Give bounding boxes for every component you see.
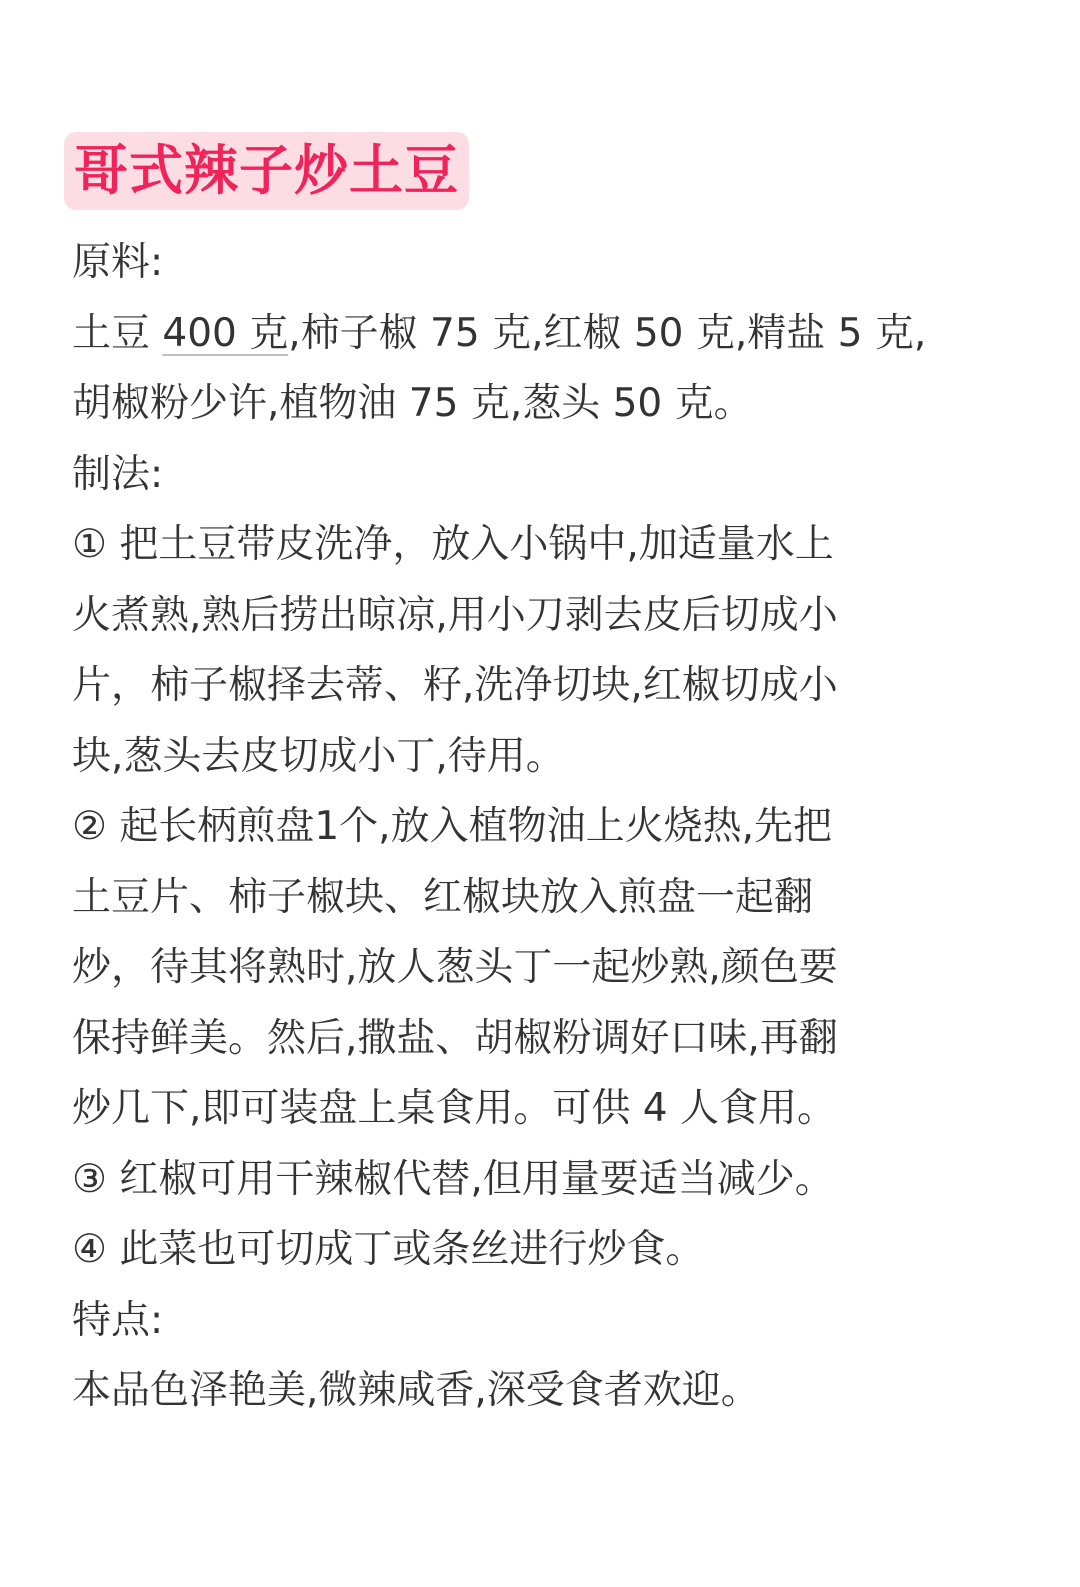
recipe-title: 哥式辣子炒土豆 bbox=[74, 139, 459, 202]
features-heading: 特点: bbox=[72, 1297, 164, 1343]
recipe-body bbox=[72, 228, 1012, 1427]
method-line: ④ 此菜也可切成丁或条丝进行炒食。 bbox=[72, 1227, 705, 1272]
method-line: 块,葱头去皮切成小丁,待用。 bbox=[72, 733, 565, 779]
method-line: ③ 红椒可用干辣椒代替,但用量要适当减少。 bbox=[72, 1156, 834, 1202]
method-line: 片，柿子椒择去蒂、籽,洗净切块,红椒切成小 bbox=[72, 663, 838, 708]
ingredient-potato-amount: 400 克 bbox=[162, 310, 289, 356]
method-line: 火煮熟,熟后捞出晾凉,用小刀剥去皮后切成小 bbox=[72, 592, 838, 638]
method-line: ① 把土豆带皮洗净，放入小锅中,加适量水上 bbox=[72, 522, 834, 567]
ingredient-potato-label: 土豆 bbox=[72, 310, 163, 356]
ingredients-line-1-rest: ,柿子椒 75 克,红椒 50 克,精盐 5 克, bbox=[288, 310, 927, 356]
method-heading: 制法: bbox=[72, 451, 164, 497]
title-highlight bbox=[64, 132, 469, 210]
method-line: 土豆片、柿子椒块、红椒块放入煎盘一起翻 bbox=[72, 874, 814, 920]
method-line: 炒几下,即可装盘上桌食用。可供 4 人食用。 bbox=[72, 1086, 837, 1131]
method-line: 炒，待其将熟时,放人葱头丁一起炒熟,颜色要 bbox=[72, 945, 838, 990]
method-line: 保持鲜美。然后,撒盐、胡椒粉调好口味,再翻 bbox=[72, 1015, 838, 1061]
ingredients-line-2: 胡椒粉少许,植物油 75 克,葱头 50 克。 bbox=[72, 381, 753, 426]
features-line: 本品色泽艳美,微辣咸香,深受食者欢迎。 bbox=[72, 1368, 760, 1413]
ingredients-line-1 bbox=[72, 299, 1012, 370]
method-line: ② 起长柄煎盘1个,放入植物油上火烧热,先把 bbox=[72, 804, 832, 849]
ingredients-heading: 原料: bbox=[72, 240, 164, 285]
